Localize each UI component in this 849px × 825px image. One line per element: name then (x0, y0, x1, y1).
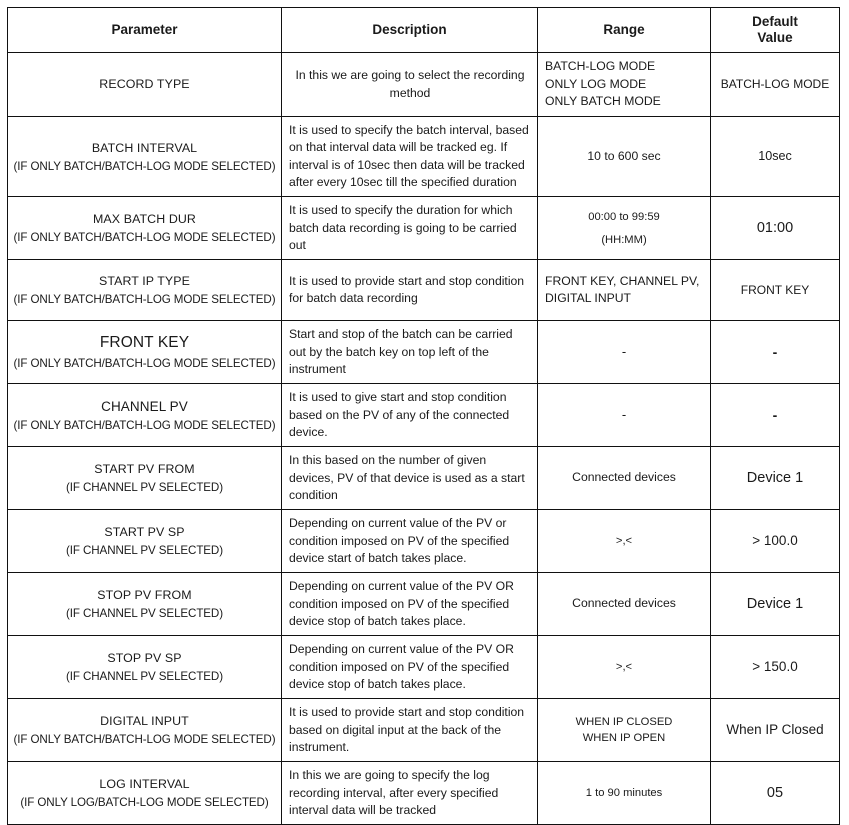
cell-description (282, 573, 538, 636)
description-text: It is used to provide start and stop condition for batch data recording (289, 274, 525, 306)
cell-parameter (8, 699, 282, 762)
parameter-name: FRONT KEY (99, 334, 190, 352)
cell-range (538, 384, 711, 447)
default-header-line-2: Value (757, 30, 793, 45)
range-option: BATCH-LOG MODE (545, 59, 656, 73)
parameter-table-container (7, 7, 839, 817)
cell-description (282, 699, 538, 762)
range-option: WHEN IP CLOSED (575, 716, 673, 729)
cell-default-value (711, 197, 840, 260)
table-row (8, 699, 840, 762)
parameter-name: RECORD TYPE (99, 77, 190, 92)
parameter-condition: (IF CHANNEL PV SELECTED) (66, 481, 223, 495)
table-header (8, 8, 840, 53)
default-value: 10sec (758, 148, 792, 163)
cell-parameter (8, 321, 282, 384)
table-row (8, 321, 840, 384)
cell-parameter (8, 510, 282, 573)
parameter-name: STOP PV SP (107, 651, 182, 666)
cell-default-value (711, 636, 840, 699)
cell-default-value (711, 384, 840, 447)
parameter-name: CHANNEL PV (101, 398, 188, 414)
default-value: > 150.0 (752, 658, 798, 674)
cell-default-value (711, 573, 840, 636)
parameter-specification-table (7, 7, 840, 825)
cell-default-value (711, 762, 840, 825)
description-text: It is used to give start and stop condition based on the PV of any of the connected device. (289, 390, 510, 440)
table-row (8, 762, 840, 825)
range-unit: (HH:MM) (601, 233, 647, 246)
cell-range (538, 573, 711, 636)
table-row (8, 447, 840, 510)
parameter-name: DIGITAL INPUT (100, 714, 189, 729)
table-row (8, 636, 840, 699)
cell-description (282, 117, 538, 197)
description-text: Depending on current value of the PV OR condition imposed on PV of the specified device stop of batch takes place. (289, 579, 514, 628)
cell-default-value (711, 260, 840, 321)
cell-range (538, 762, 711, 825)
description-text: In this based on the number of given devices, PV of that device is used as a start condition (289, 453, 525, 502)
cell-default-value (711, 321, 840, 384)
table-row (8, 510, 840, 573)
default-header-line-1: Default (752, 13, 798, 29)
table-row (8, 197, 840, 260)
description-text: It is used to specify the duration for which batch data recording is going to be carried out (289, 203, 517, 253)
cell-parameter (8, 447, 282, 510)
parameter-condition: (IF ONLY LOG/BATCH-LOG MODE SELECTED) (20, 796, 269, 810)
cell-description (282, 447, 538, 510)
range-option: FRONT KEY, CHANNEL PV, (545, 273, 700, 288)
cell-parameter (8, 197, 282, 260)
table-row (8, 573, 840, 636)
cell-description (282, 260, 538, 321)
cell-range (538, 510, 711, 573)
parameter-condition: (IF ONLY BATCH/BATCH-LOG MODE SELECTED) (13, 231, 276, 245)
parameter-name: START PV FROM (94, 462, 195, 477)
default-value: 01:00 (756, 220, 794, 237)
cell-parameter (8, 762, 282, 825)
parameter-condition: (IF ONLY BATCH/BATCH-LOG MODE SELECTED) (13, 159, 276, 173)
range-option: DIGITAL INPUT (545, 291, 631, 306)
range-option: 1 to 90 minutes (585, 787, 663, 800)
description-text: Depending on current value of the PV OR condition imposed on PV of the specified device stop of batch takes place. (289, 642, 514, 691)
table-body (8, 53, 840, 825)
range-option: - (621, 343, 627, 359)
cell-default-value (711, 447, 840, 510)
table-row (8, 384, 840, 447)
table-row (8, 53, 840, 117)
range-option: Connected devices (572, 470, 676, 485)
range-option: ONLY LOG MODE (545, 76, 647, 91)
range-option: WHEN IP OPEN (582, 732, 666, 745)
default-value: Device 1 (746, 596, 804, 613)
parameter-name: STOP PV FROM (97, 588, 192, 603)
cell-parameter (8, 53, 282, 117)
range-option: ONLY BATCH MODE (545, 94, 661, 109)
cell-range (538, 447, 711, 510)
parameter-condition: (IF CHANNEL PV SELECTED) (66, 544, 223, 558)
parameter-name: BATCH INTERVAL (91, 140, 198, 155)
cell-default-value (711, 510, 840, 573)
cell-parameter (8, 117, 282, 197)
range-option: 00:00 to 99:59 (588, 210, 660, 223)
parameter-name: MAX BATCH DUR (93, 212, 196, 227)
default-value: FRONT KEY (740, 282, 810, 297)
description-text: Start and stop of the batch can be carried out by the batch key on top left of the instrument (289, 327, 513, 377)
parameter-condition: (IF ONLY BATCH/BATCH-LOG MODE SELECTED) (13, 293, 276, 307)
cell-description (282, 762, 538, 825)
parameter-condition: (IF ONLY BATCH/BATCH-LOG MODE SELECTED) (13, 357, 276, 371)
cell-range (538, 197, 711, 260)
cell-parameter (8, 260, 282, 321)
default-value: BATCH-LOG MODE (720, 77, 830, 92)
cell-default-value (711, 699, 840, 762)
cell-parameter (8, 573, 282, 636)
parameter-condition: (IF ONLY BATCH/BATCH-LOG MODE SELECTED) (13, 419, 276, 433)
description-text: In this we are going to select the recording method (295, 68, 525, 100)
header-row (8, 8, 840, 53)
range-option: - (621, 406, 627, 422)
parameter-condition: (IF ONLY BATCH/BATCH-LOG MODE SELECTED) (13, 733, 276, 747)
parameter-condition: (IF CHANNEL PV SELECTED) (66, 607, 223, 621)
cell-range (538, 636, 711, 699)
cell-parameter (8, 636, 282, 699)
parameter-name: LOG INTERVAL (99, 777, 190, 792)
parameter-condition: (IF CHANNEL PV SELECTED) (66, 670, 223, 684)
column-header-range: Range (538, 8, 711, 53)
cell-range (538, 321, 711, 384)
parameter-name: START IP TYPE (98, 274, 191, 289)
default-value: Device 1 (746, 470, 804, 487)
cell-default-value (711, 117, 840, 197)
range-option: 10 to 600 sec (587, 148, 661, 163)
table-row (8, 117, 840, 197)
cell-description (282, 636, 538, 699)
cell-description (282, 384, 538, 447)
default-value: - (772, 343, 778, 360)
cell-default-value (711, 53, 840, 117)
column-header-description: Description (282, 8, 538, 53)
range-option: >,< (615, 661, 633, 674)
range-option: Connected devices (572, 596, 676, 611)
cell-range (538, 699, 711, 762)
cell-range (538, 117, 711, 197)
description-text: It is used to specify the batch interval, based on that interval data will be tracked eg. If interval is of 10sec then data will be tracked after every 10sec till the specified duration (289, 123, 529, 190)
cell-parameter (8, 384, 282, 447)
cell-range (538, 260, 711, 321)
description-text: In this we are going to specify the log recording interval, after every specified interval data will be tracked (289, 768, 499, 817)
parameter-name: START PV SP (104, 525, 185, 540)
cell-description (282, 321, 538, 384)
cell-description (282, 197, 538, 260)
cell-range (538, 53, 711, 117)
table-row (8, 260, 840, 321)
default-value: > 100.0 (752, 532, 798, 548)
range-option: >,< (615, 535, 633, 548)
cell-description (282, 53, 538, 117)
default-value: When IP Closed (726, 721, 824, 737)
description-text: Depending on current value of the PV or condition imposed on PV of the specified device start of batch takes place. (289, 516, 510, 565)
description-text: It is used to provide start and stop condition based on digital input at the back of the instrument. (289, 705, 525, 754)
cell-description (282, 510, 538, 573)
column-header-parameter: Parameter (8, 8, 282, 53)
default-value: - (772, 406, 778, 423)
default-value: 05 (766, 785, 784, 802)
column-header-default-value (711, 8, 840, 53)
